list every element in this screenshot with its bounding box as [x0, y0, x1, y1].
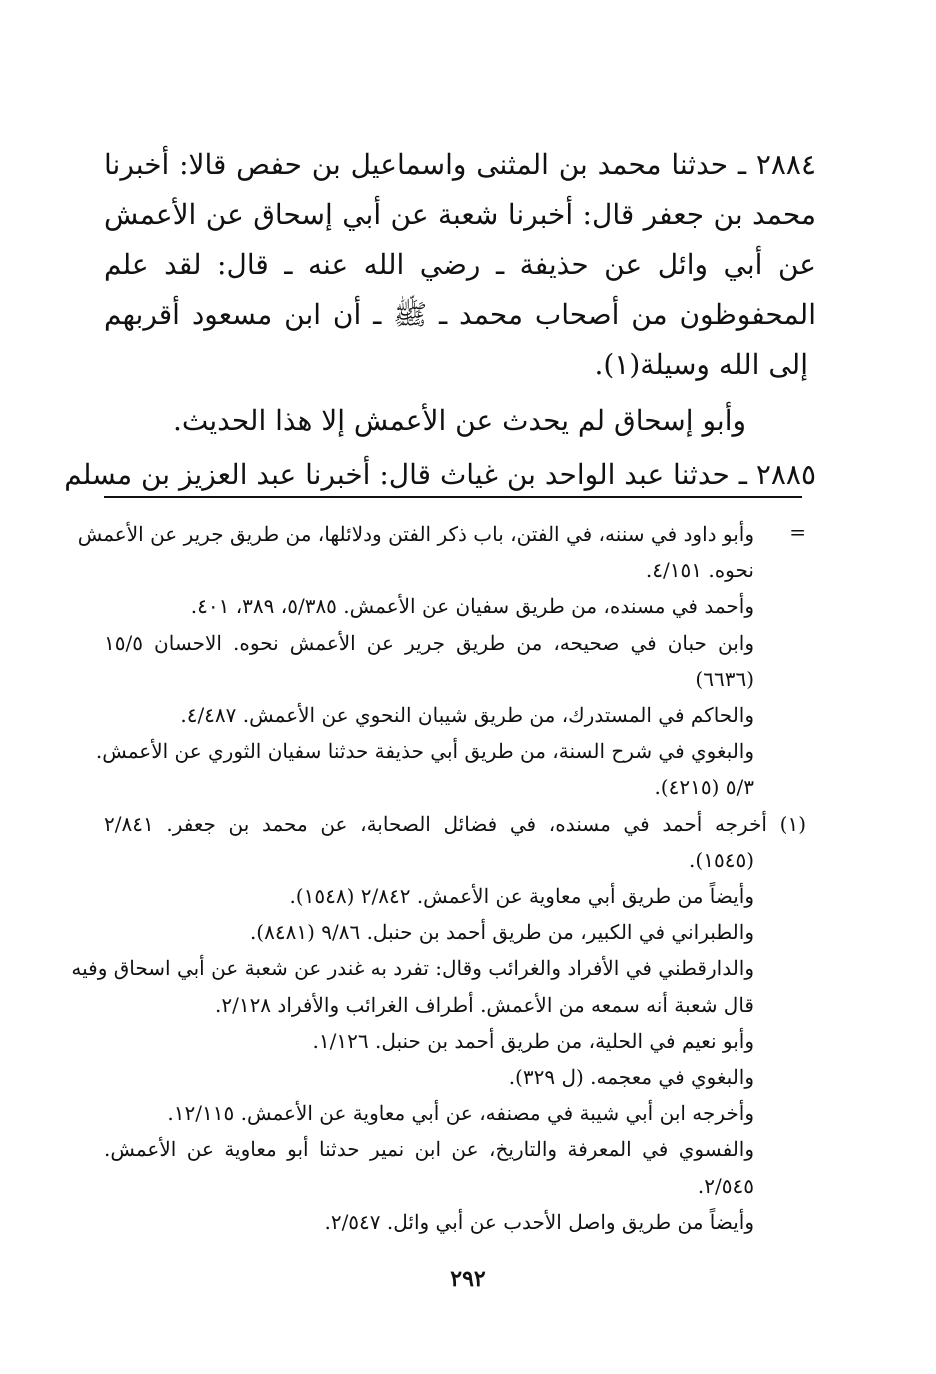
footnote-line: (٦٦٣٦) — [695, 666, 754, 691]
hadith-2884-line-4: المحفوظون من أصحاب محمد ـ ﷺ ـ أن ابن مسعود أقربهم — [104, 298, 816, 331]
hadith-2884-line-1: ٢٨٨٤ ـ حدثنا محمد بن المثنى واسماعيل بن حفص قالا: أخبرنا — [104, 148, 816, 181]
footnote-line: ٥/٣ (٤٢١٥). — [654, 775, 754, 800]
hadith-2884-line-3: عن أبي وائل عن حذيفة ـ رضي الله عنه ـ قال: لقد علم — [104, 248, 816, 281]
footnote-line: وأيضاً من طريق أبي معاوية عن الأعمش. ٢/٨٤٢ (١٥٤٨). — [289, 884, 754, 909]
footnote-line: وأخرجه ابن أبي شيبة في مصنفه، عن أبي معاوية عن الأعمش. ١٢/١١٥. — [167, 1101, 754, 1126]
footnote-line: والطبراني في الكبير، من طريق أحمد بن حنبل. ٩/٨٦ (٨٤٨١). — [249, 920, 754, 945]
footnote-line: والدارقطني في الأفراد والغرائب وقال: تفرد به غندر عن شعبة عن أبي اسحاق وفيه — [71, 956, 754, 981]
hadith-2885-line-1: ٢٨٨٥ ـ حدثنا عبد الواحد بن غياث قال: أخبرنا عبد العزيز بن مسلم — [64, 458, 816, 491]
footnote-line: نحوه. ٤/١٥١. — [645, 558, 754, 583]
footnotes — [71, 516, 816, 1240]
footnote-line: ٢/٥٤٥. — [697, 1173, 754, 1198]
footnote-line: وأبو داود في سننه، في الفتن، باب ذكر الفتن ودلائلها، من طريق جرير عن الأعمش — [77, 522, 754, 546]
footnote-line: والحاكم في المستدرك، من طريق شيبان النحوي عن الأعمش. ٤/٤٨٧. — [180, 703, 754, 728]
page-number: ٢٩٢ — [450, 1266, 486, 1292]
footnote-line: والفسوي في المعرفة والتاريخ، عن ابن نمير حدثنا أبو معاوية عن الأعمش. — [104, 1137, 754, 1162]
hadith-2884-line-2: محمد بن جعفر قال: أخبرنا شعبة عن أبي إسحاق عن الأعمش — [104, 198, 816, 231]
footnote-1-line: (١) أخرجه أحمد في مسنده، في فضائل الصحابة، عن محمد بن جعفر. ٢/٨٤١ — [104, 811, 806, 836]
footnote-continuation-mark: = — [789, 520, 806, 544]
footnote-line: والبغوي في معجمه. (ل ٣٢٩). — [508, 1065, 754, 1090]
commentary-line: وأبو إسحاق لم يحدث عن الأعمش إلا هذا الحديث. — [172, 404, 746, 437]
footnote-divider — [104, 496, 802, 498]
footnote-line: (١٥٤٥). — [689, 847, 754, 872]
footnote-line: وابن حبان في صحيحه، من طريق جرير عن الأعمش نحوه. الاحسان ١٥/٥ — [104, 630, 754, 655]
footnote-line: وأيضاً من طريق واصل الأحدب عن أبي وائل. ٢/٥٤٧. — [324, 1209, 754, 1234]
footnote-line: والبغوي في شرح السنة، من طريق أبي حذيفة حدثنا سفيان الثوري عن الأعمش. — [95, 739, 754, 764]
hadith-2884-line-5: إلى الله وسيلة(١). — [594, 348, 808, 381]
footnote-line: وأبو نعيم في الحلية، من طريق أحمد بن حنبل. ١/١٢٦. — [312, 1028, 754, 1053]
footnote-line: وأحمد في مسنده، من طريق سفيان عن الأعمش. ٥/٣٨٥، ٣٨٩، ٤٠١. — [190, 594, 754, 619]
footnote-line: قال شعبة أنه سمعه من الأعمش. أطراف الغرائب والأفراد ٢/١٢٨. — [214, 992, 754, 1017]
main-text — [64, 140, 816, 500]
